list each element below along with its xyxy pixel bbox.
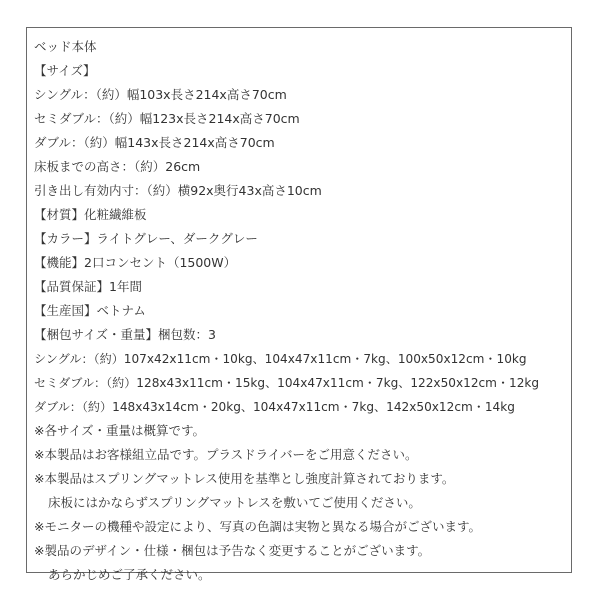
spec-line-bed-frame: ベッド本体 xyxy=(34,39,97,54)
spec-line-note-mattress: ※本製品はスプリングマットレス使用を基準とし強度計算されております。 xyxy=(34,471,455,486)
spec-line-material: 【材質】化粧繊維板 xyxy=(34,207,147,222)
spec-line-warranty: 【品質保証】1年間 xyxy=(34,279,142,294)
spec-line-country: 【生産国】ベトナム xyxy=(34,303,146,318)
spec-lines xyxy=(34,35,567,587)
spec-line-floor-height: 床板までの高さ：（約）26cm xyxy=(34,159,201,174)
spec-line-drawer-size: 引き出し有効内寸：（約）横92x奥行43x高さ10cm xyxy=(34,183,322,198)
spec-line-function: 【機能】2口コンセント（1500W） xyxy=(34,255,237,270)
spec-line-size-single: シングル：（約）幅103x長さ214x高さ70cm xyxy=(34,87,287,102)
spec-line-note-approximate: ※各サイズ・重量は概算です。 xyxy=(34,423,205,438)
spec-line-note-acknowledge: あらかじめご了承ください。 xyxy=(48,567,211,582)
spec-line-note-change: ※製品のデザイン・仕様・梱包は予告なく変更することがございます。 xyxy=(34,543,431,558)
spec-line-size-heading: 【サイズ】 xyxy=(34,63,96,78)
spec-line-package-double: ダブル：（約）148x43x14cm・20kg、104x47x11cm・7kg、142x50x12cm・14kg xyxy=(34,400,515,414)
spec-line-note-assembly: ※本製品はお客様組立品です。プラスドライバーをご用意ください。 xyxy=(34,447,418,462)
spec-line-package-semi-double: セミダブル：（約）128x43x11cm・15kg、104x47x11cm・7kg、122x50x12cm・12kg xyxy=(34,376,540,390)
spec-line-note-mattress-continued: 床板にはかならずスプリングマットレスを敷いてご使用ください。 xyxy=(48,495,421,510)
product-spec-box xyxy=(26,27,572,582)
spec-line-size-double: ダブル：（約）幅143x長さ214x高さ70cm xyxy=(34,135,275,150)
spec-line-package-single: シングル：（約）107x42x11cm・10kg、104x47x11cm・7kg、100x50x12cm・10kg xyxy=(34,352,527,366)
spec-line-package-heading: 【梱包サイズ・重量】梱包数：3 xyxy=(34,327,216,342)
spec-line-color: 【カラー】ライトグレー、ダークグレー xyxy=(34,231,258,246)
spec-line-note-color: ※モニターの機種や設定により、写真の色調は実物と異なる場合がございます。 xyxy=(34,519,481,534)
spec-line-size-semi-double: セミダブル：（約）幅123x長さ214x高さ70cm xyxy=(34,111,300,126)
